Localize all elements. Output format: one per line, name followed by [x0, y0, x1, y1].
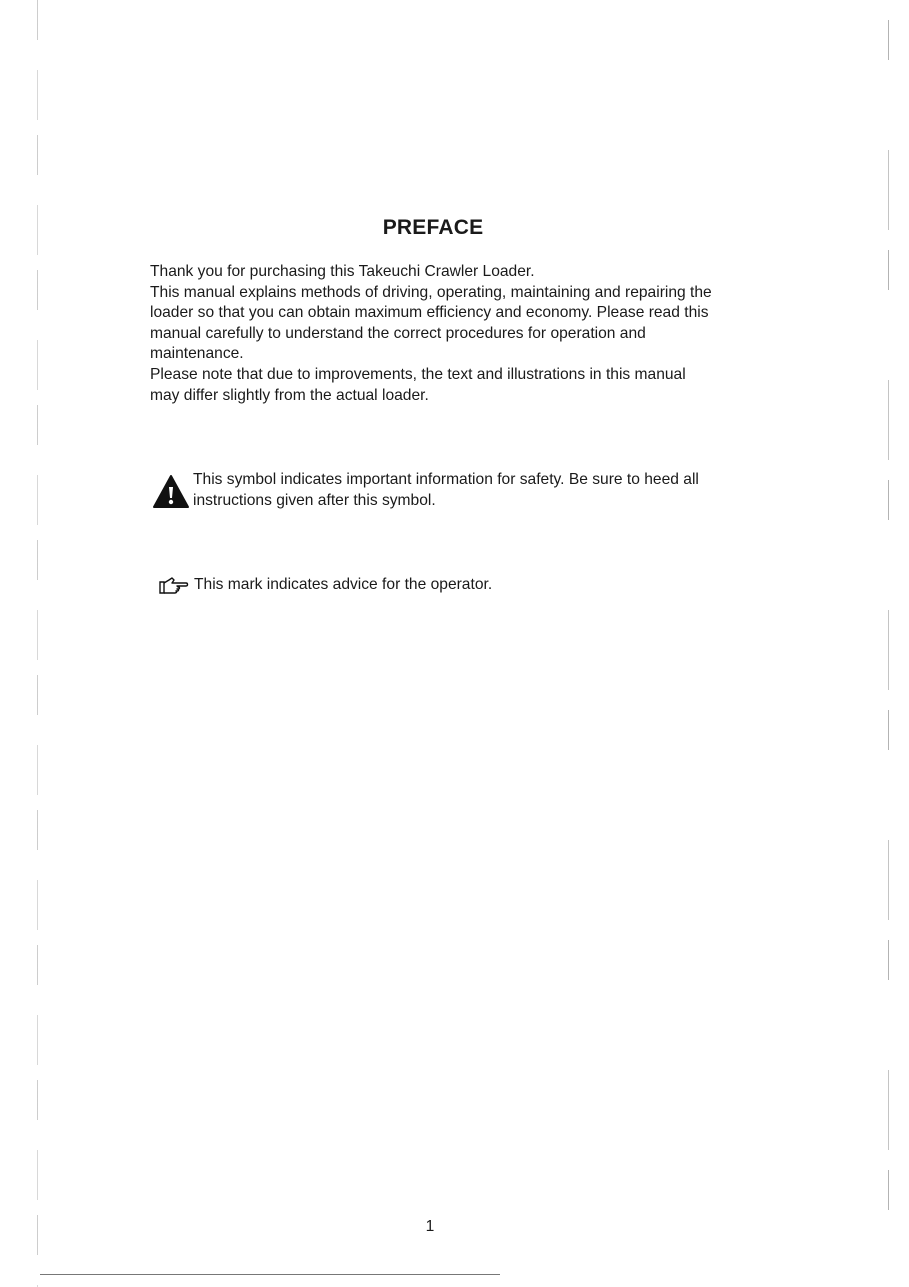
preface-paragraph-thanks: Thank you for purchasing this Takeuchi Crawler Loader. [150, 263, 535, 280]
scan-edge-left [37, 0, 38, 1287]
safety-note-text: This symbol indicates important information for safety. Be sure to heed all instructions given after this symbol. [193, 471, 699, 509]
scan-edge-right [888, 0, 889, 1287]
page-number: 1 [425, 1218, 435, 1235]
advice-note [158, 573, 718, 597]
page-title: PREFACE [382, 216, 484, 239]
preface-body [150, 262, 716, 406]
preface-paragraph-disclaimer: Please note that due to improvements, the text and illustrations in this manual may differ slightly from the actual loader. [150, 365, 686, 404]
preface-paragraph-purpose: This manual explains methods of driving, operating, maintaining and repairing the loader so that you can obtain maximum efficiency and economy. Please read this manual carefully to understand the correct procedures for operation and maintenance. [150, 283, 712, 363]
pointing-hand-icon [158, 576, 190, 596]
warning-triangle-icon [150, 473, 192, 511]
advice-note-text: This mark indicates advice for the operator. [194, 576, 493, 593]
scan-edge-bottom [40, 1274, 500, 1275]
